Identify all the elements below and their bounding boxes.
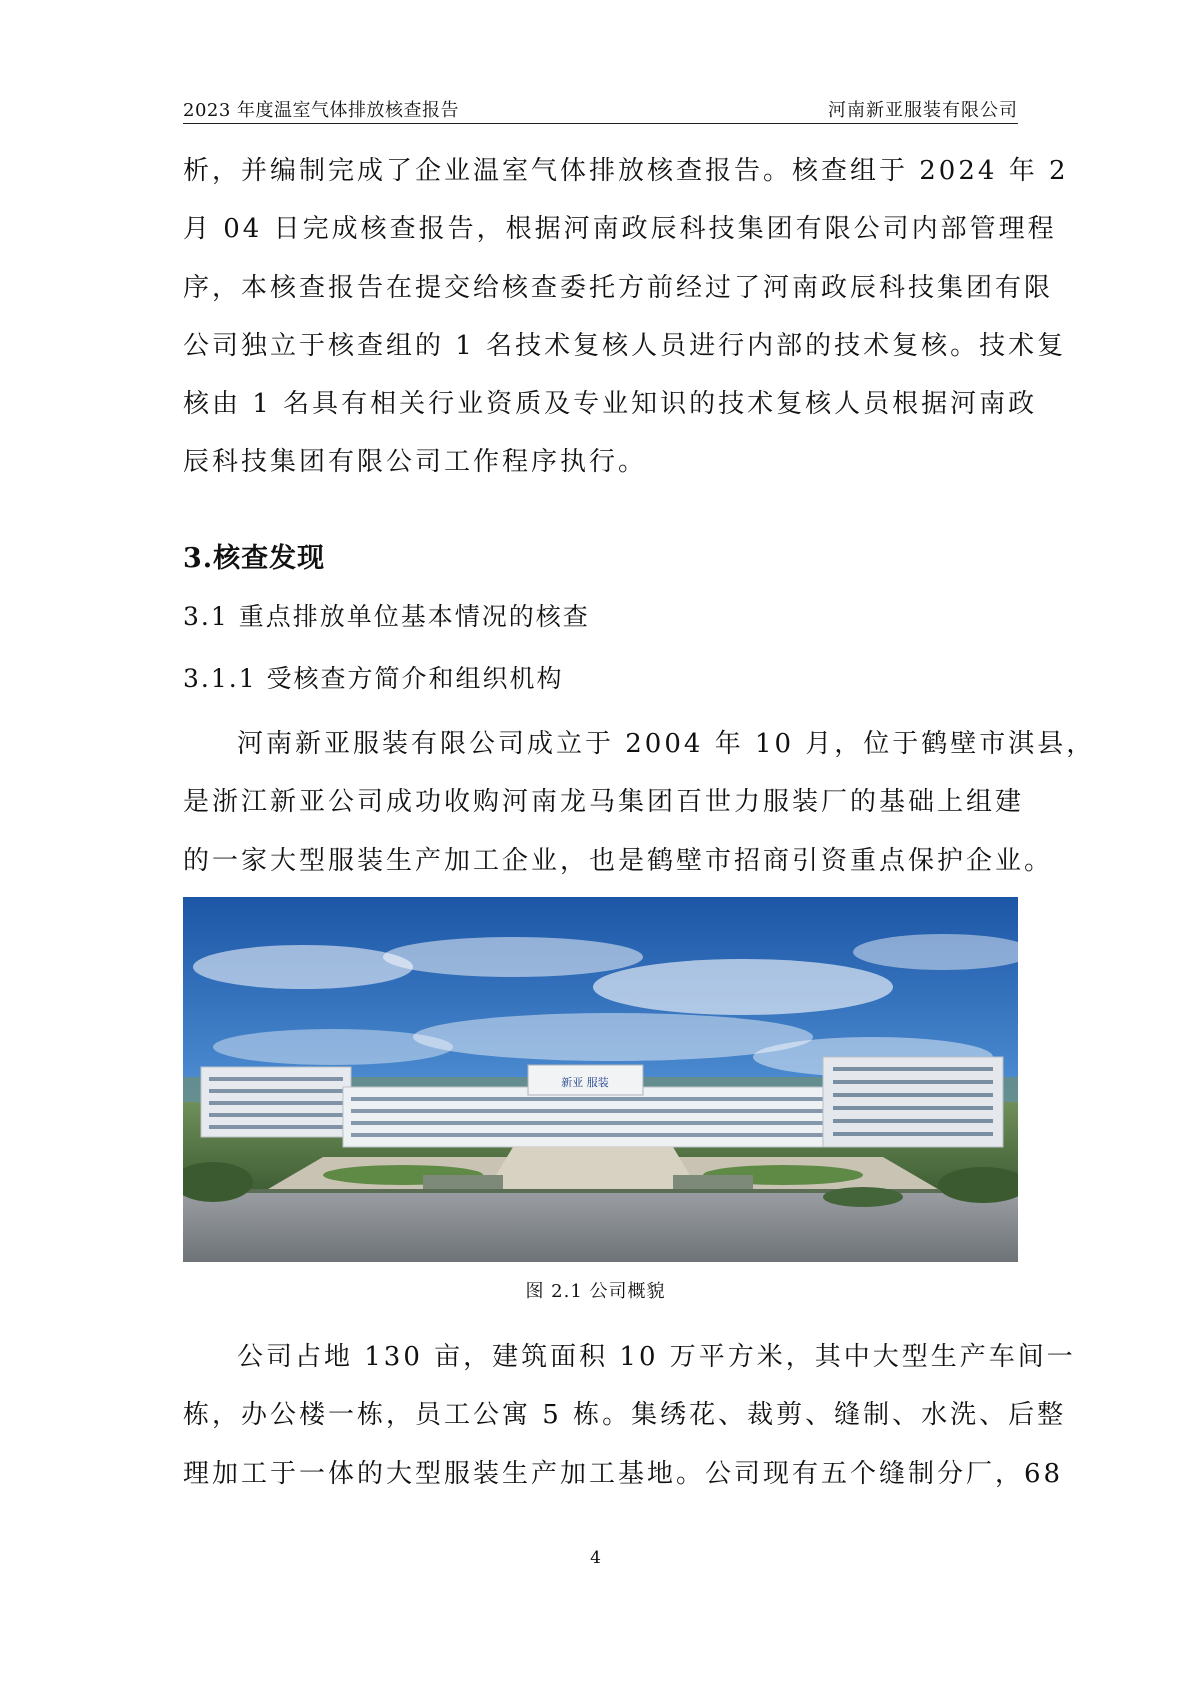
header-company-name: 河南新亚服装有限公司	[828, 100, 1018, 121]
text-line: 栋，办公楼一栋，员工公寓 5 栋。集绣花、裁剪、缝制、水洗、后整	[183, 1400, 1067, 1430]
text-line: 理加工于一体的大型服装生产加工基地。公司现有五个缝制分厂，68	[183, 1459, 1064, 1489]
text-line: 的一家大型服装生产加工企业，也是鹤壁市招商引资重点保护企业。	[183, 846, 1054, 876]
text-line: 月 04 日完成核查报告，根据河南政辰科技集团有限公司内部管理程	[183, 214, 1057, 244]
text-line: 是浙江新亚公司成功收购河南龙马集团百世力服装厂的基础上组建	[183, 787, 1025, 817]
text-line: 公司占地 130 亩，建筑面积 10 万平方米，其中大型生产车间一	[237, 1342, 1076, 1372]
text-line: 析，并编制完成了企业温室气体排放核查报告。核查组于 2024 年 2	[183, 156, 1069, 186]
page-number: 4	[590, 1548, 601, 1568]
text-line: 辰科技集团有限公司工作程序执行。	[183, 447, 648, 477]
text-line: 河南新亚服装有限公司成立于 2004 年 10 月，位于鹤壁市淇县，	[237, 729, 1096, 759]
header-report-title: 2023 年度温室气体排放核查报告	[183, 100, 460, 121]
page-header	[183, 92, 1018, 122]
factory-sign-text: 新亚 服装	[561, 1076, 609, 1089]
text-line: 核由 1 名具有相关行业资质及专业知识的技术复核人员根据河南政	[183, 389, 1038, 419]
figure-caption: 图 2.1 公司概貌	[525, 1281, 666, 1302]
subsection-heading: 3.1 重点排放单位基本情况的核查	[183, 602, 590, 631]
text-line: 公司独立于核查组的 1 名技术复核人员进行内部的技术复核。技术复	[183, 331, 1067, 361]
header-divider	[183, 123, 1018, 124]
company-overview-photo	[183, 897, 1018, 1262]
subsubsection-heading: 3.1.1 受核查方简介和组织机构	[183, 664, 564, 693]
text-line: 序，本核查报告在提交给核查委托方前经过了河南政辰科技集团有限	[183, 273, 1054, 303]
section-heading: 3.核查发现	[183, 543, 326, 574]
factory-illustration	[183, 897, 1018, 1262]
